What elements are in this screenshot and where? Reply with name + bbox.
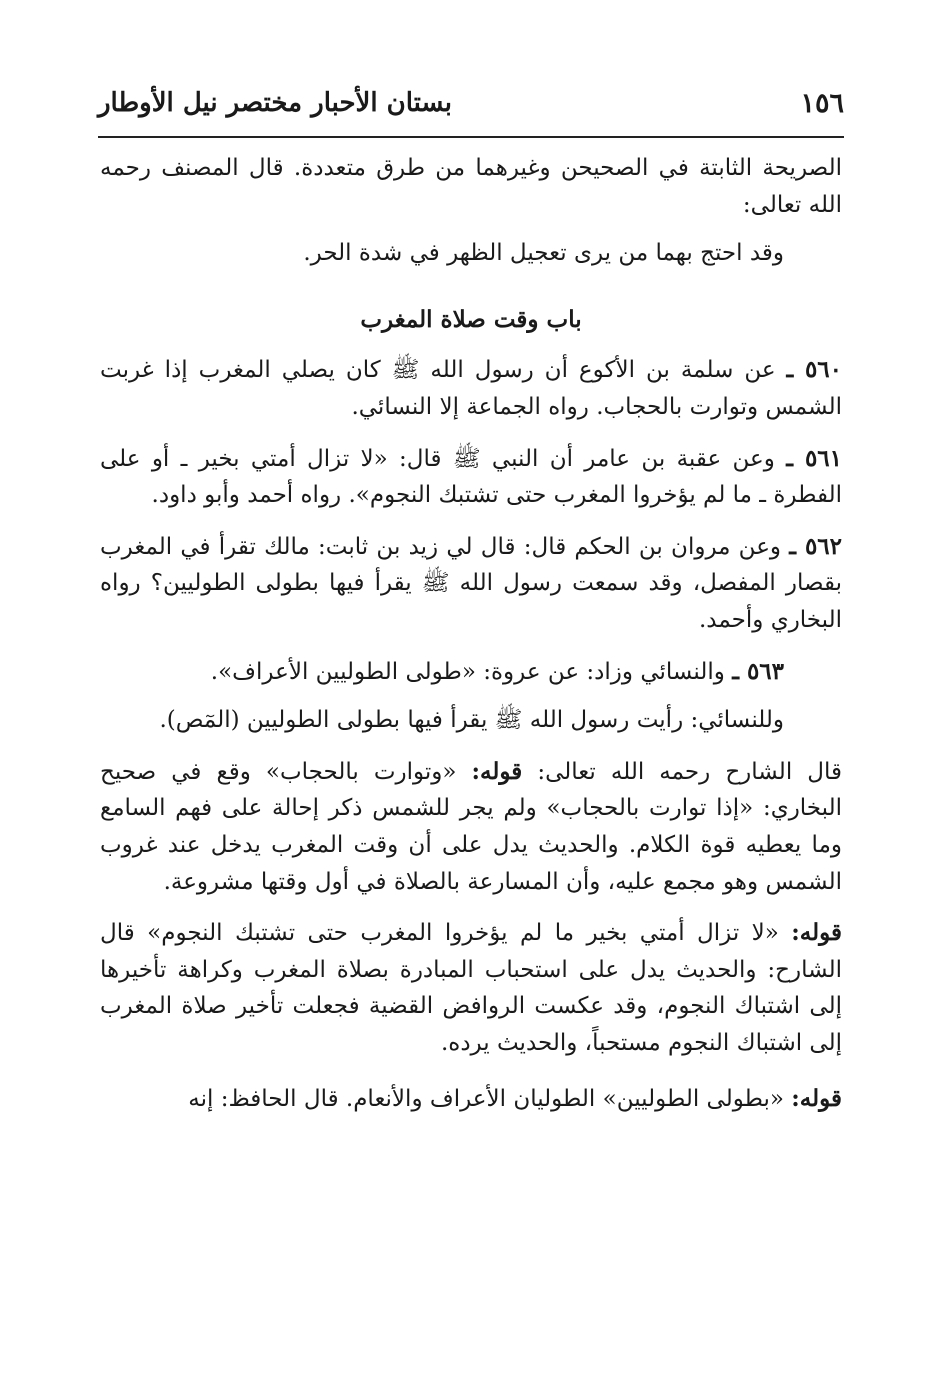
hadith-560 xyxy=(100,352,842,425)
hadith-562 xyxy=(100,529,842,639)
hadith-number: ٥٦٠ ـ xyxy=(786,356,842,384)
qawluhu-label: قوله: xyxy=(471,757,523,785)
hadith-text: عن سلمة بن الأكوع أن رسول الله ﷺ كان يصلي المغرب إذا غربت الشمس وتوارت بالحجاب. رواه الجماعة إلا النسائي. xyxy=(100,357,842,420)
running-title: بستان الأحبار مختصر نيل الأوطار xyxy=(98,88,452,118)
hadith-number: ٥٦٣ ـ xyxy=(732,657,784,685)
hadith-561 xyxy=(100,441,842,514)
commentary-2 xyxy=(100,915,842,1061)
chapter-heading: باب وقت صلاة المغرب xyxy=(360,305,582,333)
page-number: ١٥٦ xyxy=(800,88,844,119)
commentary-text: «بطولى الطوليين» الطوليان الأعراف والأنعام. قال الحافظ: إنه xyxy=(188,1086,784,1113)
hadith-text: وعن مروان بن الحكم قال: قال لي زيد بن ثابت: مالك تقرأ في المغرب بقصار المفصل، وقد سمعت رسول الله ﷺ يقرأ فيها بطولى الطوليين؟ رواه البخاري وأحمد. xyxy=(100,533,842,633)
paragraph-nasai: وللنسائي: رأيت رسول الله ﷺ يقرأ فيها بطولى الطوليين (المٓص). xyxy=(159,707,784,734)
hadith-text: وعن عقبة بن عامر أن النبي ﷺ قال: «لا تزال أمتي بخير ـ أو على الفطرة ـ ما لم يؤخروا المغرب حتى تشتبك النجوم». رواه أحمد وأبو داود. xyxy=(100,445,842,509)
commentary-3 xyxy=(100,1081,842,1118)
header-rule xyxy=(98,136,844,138)
hadith-number: ٥٦٢ ـ xyxy=(789,532,842,560)
hadith-text: والنسائي وزاد: عن عروة: «طولى الطوليين الأعراف». xyxy=(210,658,725,685)
page-body xyxy=(100,150,842,1133)
page-header xyxy=(98,86,844,130)
qawluhu-label: قوله: xyxy=(791,919,843,947)
hadith-number: ٥٦١ ـ xyxy=(786,444,843,472)
commentary-text: «وتوارت بالحجاب» وقع في صحيح البخاري: «إذا توارت بالحجاب» ولم يجر للشمس ذكر إحالة على فهم السامع وما يعطيه قوة الكلام. والحديث يدل على أن وقت المغرب يدخل عند غروب الشمس وهو مجمع عليه، وأن المسارعة بالصلاة في أول وقتها مشروعة. xyxy=(100,758,842,895)
hadith-563 xyxy=(100,654,842,691)
qawluhu-label: قوله: xyxy=(791,1085,842,1113)
paragraph-author-note: وقد احتج بهما من يرى تعجيل الظهر في شدة الحر. xyxy=(303,240,784,267)
commentary-text: «لا تزال أمتي بخير ما لم يؤخروا المغرب حتى تشتبك النجوم» قال الشارح: والحديث يدل على استحباب المبادرة بصلاة المغرب وكراهة تأخيرها إلى اشتباك النجوم، وقد عكست الروافض القضية فجعلت تأخير صلاة المغرب إلى اشتباك النجوم مستحباً، والحديث يرده. xyxy=(100,920,842,1056)
commentary-intro: قال الشارح رحمه الله تعالى: xyxy=(537,758,843,785)
commentary-1 xyxy=(100,754,842,900)
paragraph-intro: الصريحة الثابتة في الصحيحن وغيرهما من طرق متعددة. قال المصنف رحمه الله تعالى: xyxy=(100,155,842,218)
